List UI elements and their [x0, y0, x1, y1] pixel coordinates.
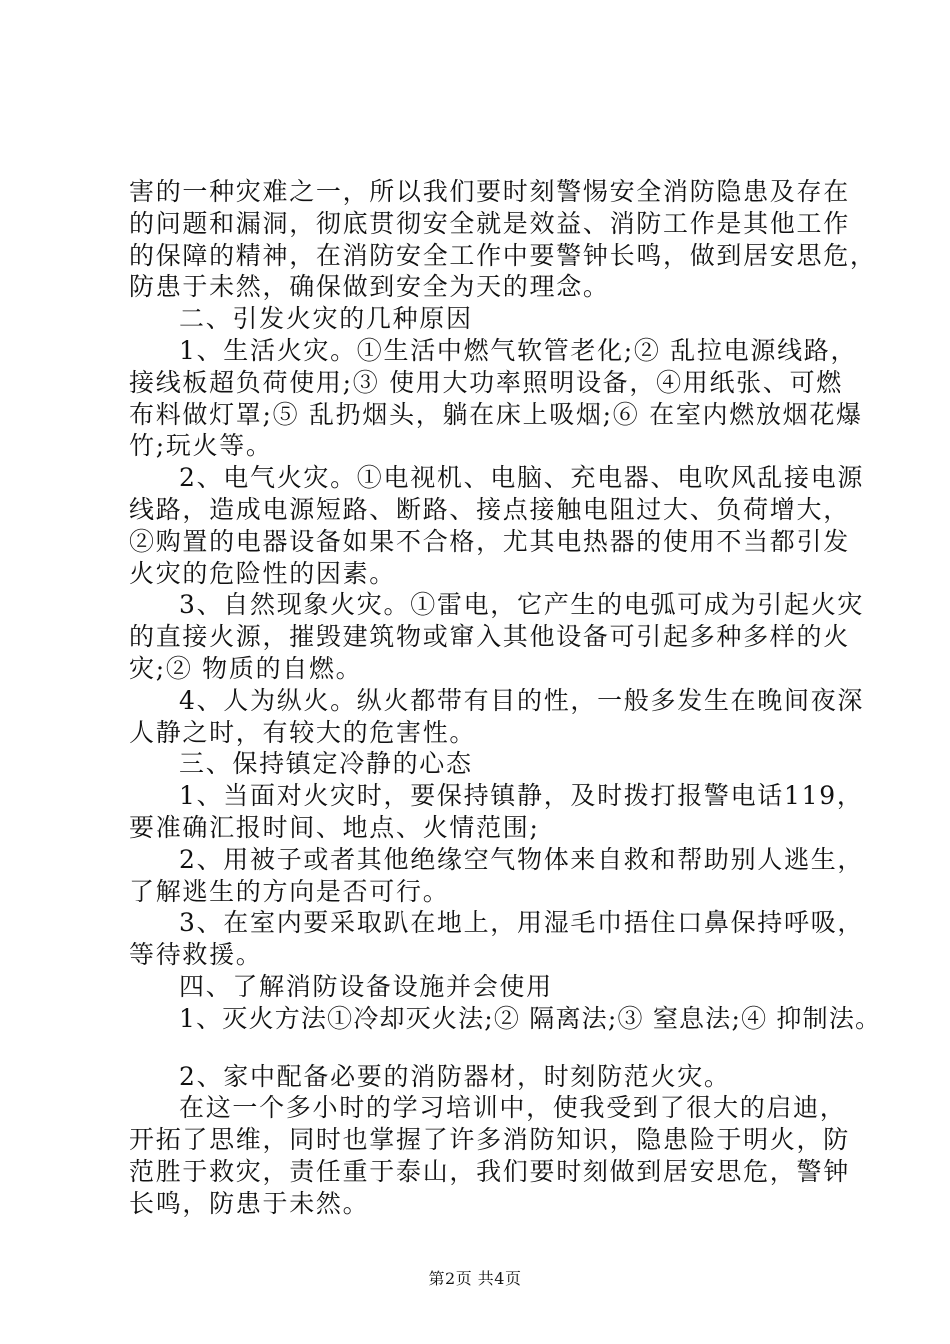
section-heading-2: 二、引发火灾的几种原因: [179, 304, 473, 334]
text-line: ②购置的电器设备如果不合格，尤其电热器的使用不当都引发: [129, 526, 850, 556]
text-line: 的保障的精神，在消防安全工作中要警钟长鸣，做到居安思危，: [129, 240, 877, 270]
text-line: 火灾的危险性的因素。: [129, 558, 397, 588]
text-line: 布料做灯罩;⑤ 乱扔烟头，躺在床上吸烟;⑥ 在室内燃放烟花爆: [129, 399, 863, 429]
text-line: 1、灭火方法①冷却灭火法;② 隔离法;③ 窒息法;④ 抑制法。: [179, 1003, 882, 1033]
text-line: 等待救援。: [129, 940, 263, 970]
text-line: 了解逃生的方向是否可行。: [129, 876, 450, 906]
text-line: 灾;② 物质的自燃。: [129, 653, 363, 683]
text-line: 3、在室内要采取趴在地上，用湿毛巾捂住口鼻保持呼吸，: [179, 908, 865, 938]
text-line: 1、生活火灾。①生活中燃气软管老化;② 乱拉电源线路，: [179, 335, 858, 365]
text-line: 2、电气火灾。①电视机、电脑、充电器、电吹风乱接电源: [179, 463, 865, 493]
section-heading-4: 四、了解消防设备设施并会使用: [179, 971, 553, 1001]
text-line: 长鸣，防患于未然。: [129, 1188, 370, 1218]
text-line: 在这一个多小时的学习培训中，使我受到了很大的启迪，: [179, 1093, 847, 1123]
text-line: 防患于未然，确保做到安全为天的理念。: [129, 272, 610, 302]
text-line: 线路，造成电源短路、断路、接点接触电阻过大、负荷增大，: [129, 494, 850, 524]
text-line: 2、用被子或者其他绝缘空气物体来自救和帮助别人逃生，: [179, 844, 865, 874]
text-line: 害的一种灾难之一，所以我们要时刻警惕安全消防隐患及存在: [129, 177, 850, 206]
text-line: 3、自然现象火灾。①雷电，它产生的电弧可成为引起火灾: [179, 590, 865, 620]
text-line: 的直接火源，摧毁建筑物或窜入其他设备可引起多种多样的火: [129, 622, 850, 652]
text-line: 2、家中配备必要的消防器材，时刻防范火灾。: [179, 1061, 731, 1091]
text-line: 竹;玩火等。: [129, 431, 273, 461]
text-line: 4、人为纵火。纵火都带有目的性，一般多发生在晚间夜深: [179, 685, 865, 715]
text-line: 开拓了思维，同时也掌握了许多消防知识，隐患险于明火，防: [129, 1125, 850, 1155]
document-body: [129, 176, 882, 1220]
text-line: 1、当面对火灾时，要保持镇静，及时拨打报警电话119，: [179, 781, 864, 811]
text-line: 要准确汇报时间、地点、火情范围;: [129, 812, 540, 842]
page-footer: 第2页 共4页: [428, 1269, 522, 1288]
text-line: 的问题和漏洞，彻底贯彻安全就是效益、消防工作是其他工作: [129, 208, 850, 238]
text-line: 人静之时，有较大的危害性。: [129, 717, 477, 747]
text-line: 范胜于救灾，责任重于泰山，我们要时刻做到居安思危，警钟: [129, 1156, 850, 1186]
section-heading-3: 三、保持镇定冷静的心态: [179, 749, 473, 779]
text-line: 接线板超负荷使用;③ 使用大功率照明设备，④用纸张、可燃: [129, 367, 843, 397]
